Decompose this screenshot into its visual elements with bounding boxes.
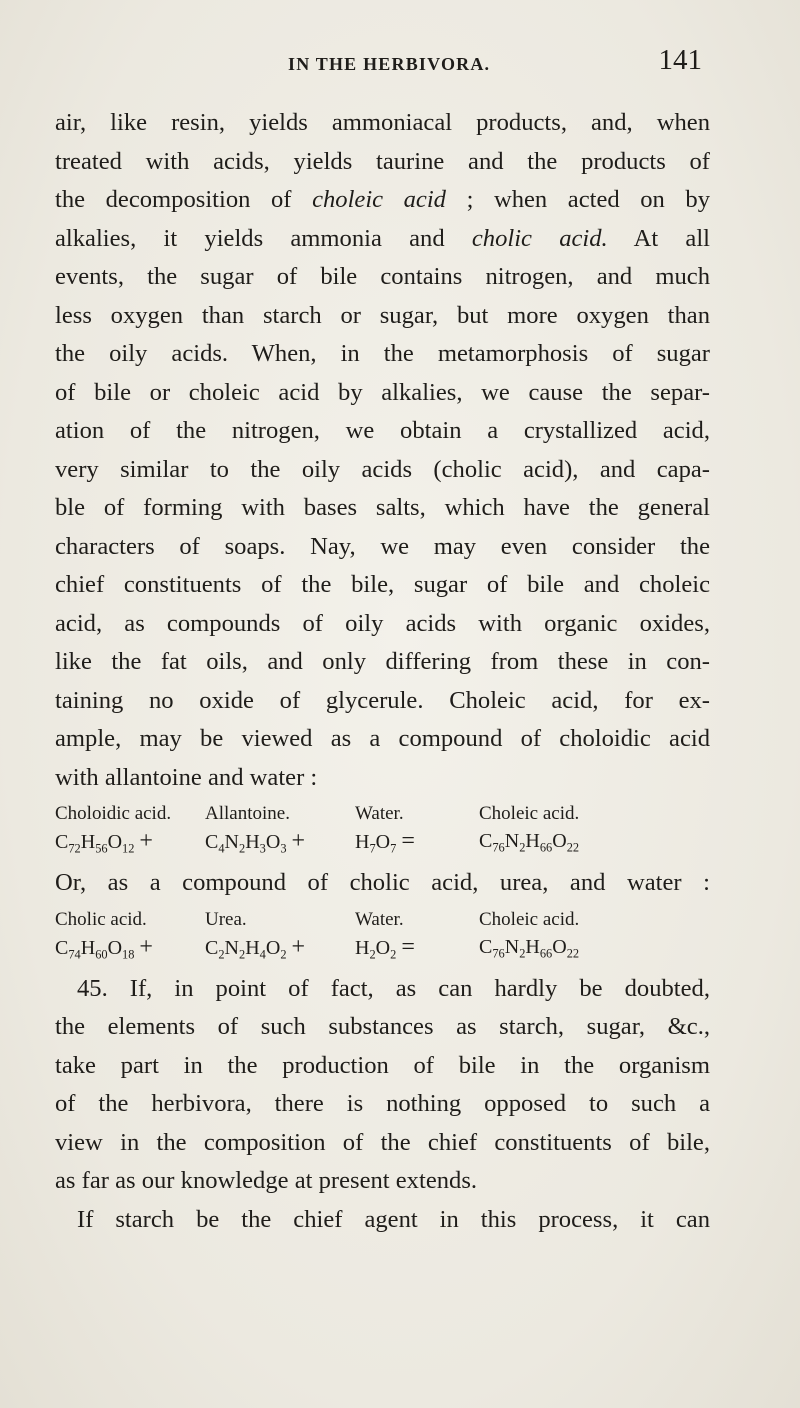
text-line: the elements of such substances as starch, sugar, &c.,	[55, 1013, 710, 1040]
plus-sign: +	[139, 933, 153, 960]
equation-label: Choloidic acid.	[55, 803, 172, 824]
formula: $C_{74}H_{60}O_{18}$ +	[55, 933, 153, 961]
plus-sign: +	[139, 828, 153, 854]
equals-sign: =	[401, 828, 415, 854]
text-line: acid, as compounds of oily acids with organic oxides,	[55, 609, 710, 637]
equation-label: Water.	[355, 803, 404, 824]
running-title: IN THE HERBIVORA.	[288, 54, 491, 74]
text-line: taining no oxide of glycerule. Choleic acid, for ex-	[55, 686, 710, 714]
formula: $C_2N_2H_4O_2$ +	[205, 933, 306, 961]
equation-label: Choleic acid.	[479, 803, 580, 824]
formula: $H_7O_7$ =	[355, 828, 415, 856]
text-line	[55, 181, 710, 220]
equation-label: Water.	[355, 908, 404, 930]
formula: $C_{72}H_{56}O_{12}$ +	[55, 828, 153, 856]
text-line: air, like resin, yields ammoniacal products, and, when	[55, 109, 710, 136]
equation-label: Choleic acid.	[479, 908, 580, 930]
text-line: ble of forming with bases salts, which have the general	[55, 494, 710, 521]
text-line: events, the sugar of bile contains nitrogen, and much	[55, 263, 710, 290]
text-line: ation of the nitrogen, we obtain a crystallized acid,	[55, 417, 710, 444]
text-line: chief constituents of the bile, sugar of bile and choleic	[55, 571, 710, 598]
equation-1-labels	[55, 801, 710, 827]
equation-label: Urea.	[205, 908, 247, 930]
formula: $C_{76}N_2H_{66}O_{22}$	[479, 830, 580, 855]
text-line: Or, as a compound of cholic acid, urea, and water :	[55, 869, 710, 896]
text-fragment: the decomposition of	[55, 186, 292, 213]
plus-sign: +	[291, 933, 306, 960]
text-line: characters of soaps. Nay, we may even consider the	[55, 532, 710, 560]
page-number: 141	[658, 44, 702, 76]
formula: $H_2O_2$ =	[355, 933, 415, 961]
or-line-paragraph	[55, 864, 710, 903]
italic-term-cholic-acid: cholic acid.	[471, 224, 608, 252]
formula: $C_{76}N_2H_{66}O_{22}$	[479, 935, 580, 960]
text-fragment: alkalies, it yields ammonia and	[55, 224, 445, 252]
text-line: treated with acids, yields taurine and the products of	[55, 147, 710, 175]
text-line: with allantoine and water :	[55, 763, 318, 791]
text-line: the oily acids. When, in the metamorphosis of sugar	[55, 340, 710, 367]
text-fragment: At all	[633, 224, 711, 252]
equals-sign: =	[401, 933, 415, 960]
text-line: of the herbivora, there is nothing opposed to such a	[55, 1090, 710, 1117]
equation-2-formulas	[55, 933, 710, 962]
equation-1-formulas	[55, 827, 710, 856]
page-header	[60, 40, 740, 80]
text-line: less oxygen than starch or sugar, but more oxygen than	[55, 301, 710, 329]
text-line	[55, 220, 710, 259]
text-fragment: ; when acted on by	[466, 186, 710, 213]
plus-sign: +	[291, 828, 306, 854]
equation-2	[55, 907, 710, 962]
equation-1	[55, 801, 710, 856]
equation-label: Cholic acid.	[55, 908, 147, 930]
paragraph-2	[55, 970, 710, 1201]
paragraph-3	[55, 1201, 710, 1240]
formula: $C_4N_2H_3O_3$ +	[205, 828, 306, 856]
italic-term-choleic-acid: choleic acid	[312, 186, 446, 213]
body-text	[55, 104, 710, 1239]
text-line: of bile or choleic acid by alkalies, we cause the separ-	[55, 378, 710, 406]
text-line: If starch be the chief agent in this process, it can	[77, 1205, 710, 1233]
text-line: as far as our knowledge at present extends.	[55, 1167, 478, 1194]
text-line: take part in the production of bile in the organism	[55, 1051, 710, 1079]
text-line: like the fat oils, and only differing from these in con-	[55, 648, 710, 675]
equation-2-labels	[55, 907, 710, 933]
text-line: very similar to the oily acids (cholic acid), and capa-	[55, 455, 710, 483]
text-line: 45. If, in point of fact, as can hardly be doubted,	[77, 974, 710, 1002]
text-line: view in the composition of the chief constituents of bile,	[55, 1128, 710, 1156]
equation-label: Allantoine.	[205, 803, 290, 824]
paragraph-1	[55, 104, 710, 797]
text-line: ample, may be viewed as a compound of choloidic acid	[55, 725, 710, 752]
